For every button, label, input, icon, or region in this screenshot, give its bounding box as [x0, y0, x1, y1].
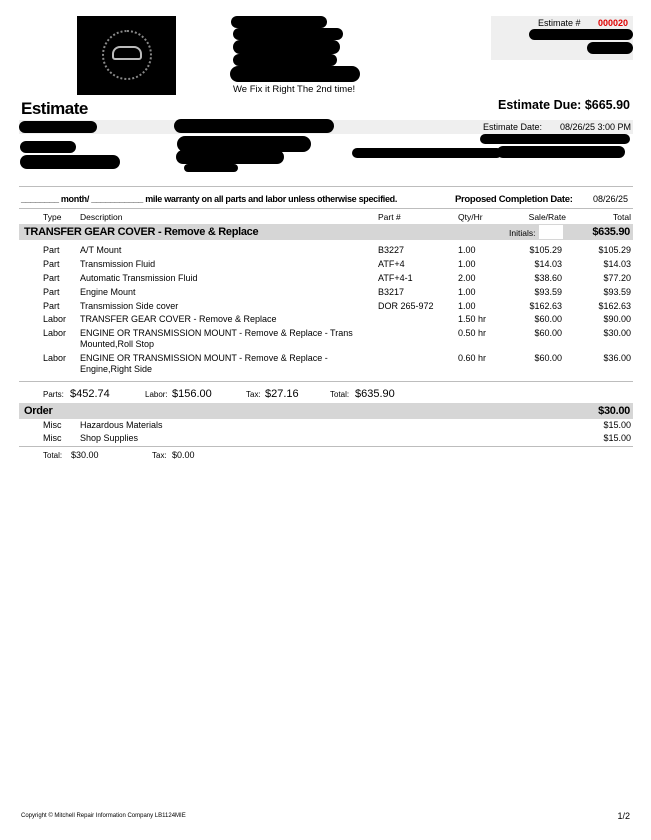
col-part: Part # [378, 212, 401, 222]
order-tax-label: Tax: [152, 451, 167, 460]
order-line-description: Shop Supplies [80, 433, 139, 443]
line-rate: $162.63 [529, 301, 562, 311]
line-type: Part [43, 287, 60, 297]
line-description [80, 287, 376, 298]
redacted-vehicle-block [176, 150, 284, 164]
line-type: Labor [43, 353, 67, 363]
redacted-shop-line [233, 28, 343, 40]
estimate-due: Estimate Due: $665.90 [497, 98, 630, 112]
line-qty: 1.00 [458, 259, 476, 269]
job-title: TRANSFER GEAR COVER - Remove & Replace [24, 226, 259, 238]
line-type: Part [43, 245, 60, 255]
line-total: $90.00 [603, 314, 631, 324]
initials-field[interactable] [539, 225, 563, 239]
line-total: $30.00 [603, 328, 631, 338]
line-total: $105.29 [598, 245, 631, 255]
redacted-vehicle-id [480, 134, 630, 144]
line-rate: $60.00 [534, 353, 562, 363]
redacted-shop-line [230, 66, 360, 82]
line-qty: 0.60 hr [458, 353, 487, 363]
redacted-customer-info [587, 42, 633, 54]
page-number: 1/2 [617, 811, 630, 821]
col-total: Total [613, 212, 631, 222]
line-rate: $105.29 [529, 245, 562, 255]
labor-label: Labor: [145, 390, 168, 399]
col-type: Type [43, 212, 62, 222]
completion-date-label: Proposed Completion Date: [455, 194, 573, 205]
order-total-label: Total: [43, 451, 63, 460]
divider [19, 208, 633, 209]
line-rate: $60.00 [534, 328, 562, 338]
line-part-number: B3217 [378, 287, 405, 297]
redacted-vehicle-id [497, 146, 625, 158]
redacted-shop-line [233, 40, 340, 54]
line-description-text: Mounted,Roll Stop [80, 339, 155, 349]
line-total: $93.59 [603, 287, 631, 297]
line-description-text: ENGINE OR TRANSMISSION MOUNT - Remove & Replace - Trans [80, 328, 353, 338]
page-title: Estimate [21, 99, 88, 118]
order-line-type: Misc [43, 420, 62, 430]
order-line-type: Misc [43, 433, 62, 443]
redacted-customer-block [20, 141, 76, 153]
estimate-date: 08/26/25 3:00 PM [560, 122, 632, 132]
car-icon [112, 46, 142, 60]
copyright: Copyright © Mitchell Repair Information Company LB1124MIE [21, 813, 186, 819]
redacted-customer-info [529, 29, 633, 40]
line-type: Labor [43, 328, 67, 338]
line-part-number: ATF+4 [378, 259, 405, 269]
shop-tagline: We Fix it Right The 2nd time! [233, 84, 356, 95]
line-type: Part [43, 301, 60, 311]
line-description-text: Automatic Transmission Fluid [80, 273, 198, 283]
line-type: Part [43, 259, 60, 269]
initials-label: Initials: [509, 228, 536, 238]
line-description-text: Engine Mount [80, 287, 136, 297]
line-description [80, 353, 376, 375]
parts-label: Parts: [43, 390, 64, 399]
estimate-number: 000020 [598, 18, 629, 28]
order-line-description: Hazardous Materials [80, 420, 163, 430]
line-total: $162.63 [598, 301, 631, 311]
completion-date: 08/26/25 [593, 194, 629, 204]
col-rate: Sale/Rate [528, 212, 566, 222]
redacted-customer-block [20, 155, 120, 169]
grand-total: $635.90 [355, 388, 395, 400]
warranty-text: ________ month/ ___________ mile warranty on all parts and labor unless otherwise specified. [21, 194, 398, 204]
order-line-total: $15.00 [603, 420, 631, 430]
redacted-vehicle-block [184, 164, 238, 172]
grand-total-label: Total: [330, 390, 350, 399]
line-part-number: ATF+4-1 [378, 273, 413, 283]
line-description-text: ENGINE OR TRANSMISSION MOUNT - Remove & Replace - [80, 353, 328, 363]
line-description [80, 301, 376, 312]
line-total: $36.00 [603, 353, 631, 363]
line-description [80, 314, 376, 325]
line-description [80, 328, 376, 350]
order-line-total: $15.00 [603, 433, 631, 443]
estimate-date-label: Estimate Date: [483, 122, 543, 132]
tax-total: $27.16 [265, 388, 299, 400]
labor-total: $156.00 [172, 388, 212, 400]
line-part-number: DOR 265-972 [378, 301, 434, 311]
line-description-text: Engine,Right Side [80, 364, 153, 374]
line-qty: 1.00 [458, 245, 476, 255]
job-total: $635.90 [592, 226, 630, 238]
redacted-shop-line [233, 54, 337, 66]
redacted-customer-name [19, 121, 97, 133]
redacted-shop-name [231, 16, 327, 28]
shop-logo [77, 16, 176, 95]
line-rate: $14.03 [534, 259, 562, 269]
order-header-bar [19, 403, 633, 419]
redacted-vin [352, 148, 502, 158]
line-type: Labor [43, 314, 67, 324]
divider [19, 446, 633, 447]
line-qty: 2.00 [458, 273, 476, 283]
line-rate: $60.00 [534, 314, 562, 324]
redacted-vehicle-info [174, 119, 334, 133]
line-description-text: Transmission Fluid [80, 259, 156, 269]
parts-total: $452.74 [70, 388, 110, 400]
line-description-text: TRANSFER GEAR COVER - Remove & Replace [80, 314, 277, 324]
line-part-number: B3227 [378, 245, 405, 255]
line-description-text: A/T Mount [80, 245, 122, 255]
estimate-number-label: Estimate # [538, 18, 581, 28]
order-total: $30.00 [598, 405, 630, 417]
line-description [80, 245, 376, 256]
divider [19, 186, 633, 187]
line-description [80, 259, 376, 270]
line-total: $14.03 [603, 259, 631, 269]
order-tax-value: $0.00 [172, 450, 195, 460]
line-qty: 1.00 [458, 287, 476, 297]
line-rate: $38.60 [534, 273, 562, 283]
line-total: $77.20 [603, 273, 631, 283]
col-description: Description [80, 212, 123, 222]
line-description [80, 273, 376, 284]
line-type: Part [43, 273, 60, 283]
line-qty: 1.50 hr [458, 314, 487, 324]
col-qty: Qty/Hr [458, 212, 483, 222]
line-qty: 0.50 hr [458, 328, 487, 338]
order-title: Order [24, 405, 53, 417]
divider [19, 381, 633, 382]
line-qty: 1.00 [458, 301, 476, 311]
tax-label: Tax: [246, 390, 261, 399]
order-total-value: $30.00 [71, 450, 99, 460]
line-rate: $93.59 [534, 287, 562, 297]
line-description-text: Transmission Side cover [80, 301, 179, 311]
